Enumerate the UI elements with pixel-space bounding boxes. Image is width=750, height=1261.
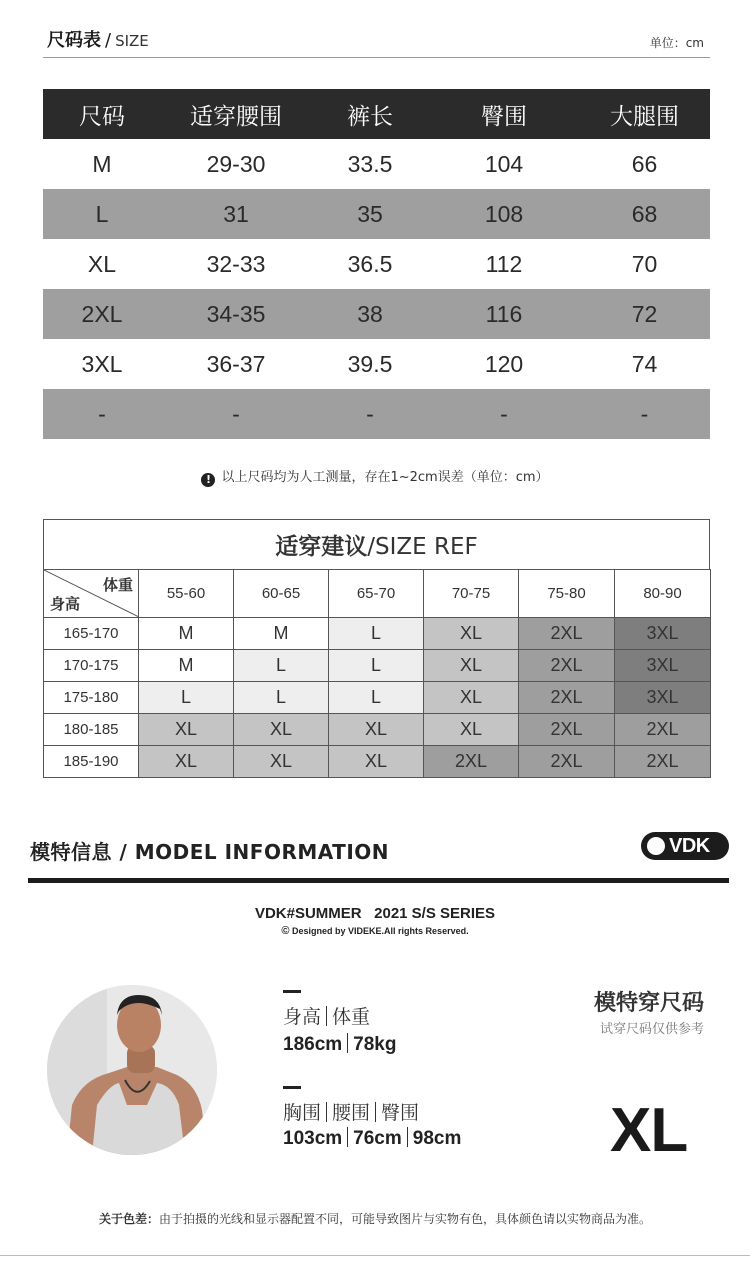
ref-cell: 2XL <box>519 682 615 714</box>
divider-bar <box>407 1127 408 1147</box>
table-row <box>44 746 711 778</box>
height-label: 170-175 <box>44 650 139 682</box>
copyright-text: Designed by VIDEKE.All rights Reserved. <box>292 926 469 936</box>
cell-thigh: 70 <box>631 250 658 277</box>
cell-size: - <box>43 389 161 439</box>
weight-header: 75-80 <box>519 570 615 618</box>
cell-hip: 116 <box>429 289 579 339</box>
cell-thigh: - <box>579 389 710 439</box>
corner-cell <box>44 570 139 618</box>
vdk-logo <box>641 832 729 860</box>
height-value: 186cm <box>283 1034 343 1055</box>
hip-value: 98cm <box>412 1128 462 1149</box>
height-weight-labels <box>283 1002 370 1029</box>
height-label: 165-170 <box>44 618 139 650</box>
divider-bar <box>375 1102 376 1122</box>
ref-cell: 2XL <box>615 746 711 778</box>
size-chart-title <box>47 26 149 52</box>
measure-values <box>283 1127 461 1150</box>
ref-cell: XL <box>234 714 329 746</box>
table-row <box>43 189 710 239</box>
color-difference-text: 由于拍摄的光线和显示器配置不同，可能导致图片与实物有色，具体颜色请以实物商品为准。 <box>159 1212 652 1226</box>
weight-label-text: 体重 <box>332 1006 371 1028</box>
cell-hip: 108 <box>429 189 579 239</box>
model-info-title: 模特信息 / MODEL INFORMATION <box>30 840 390 864</box>
model-illustration <box>47 985 217 1155</box>
stat-dash-1 <box>283 990 301 993</box>
ref-cell: M <box>139 650 234 682</box>
size-chart-title-en: SIZE <box>115 32 149 50</box>
ref-cell: 2XL <box>424 746 519 778</box>
table-row <box>43 339 710 389</box>
cell-thigh: 74 <box>631 350 658 377</box>
exclamation-icon: ! <box>201 473 215 487</box>
cell-length: 35 <box>311 189 429 239</box>
size-chart-title-cn: 尺码表 <box>47 30 101 51</box>
divider-bar <box>326 1006 327 1026</box>
divider-bar <box>347 1127 348 1147</box>
cell-length: 38 <box>311 289 429 339</box>
cell-size: XL <box>87 250 117 277</box>
color-difference-note <box>0 1210 750 1227</box>
cell-hip: - <box>429 389 579 439</box>
size-ref-title <box>43 519 710 570</box>
header-thigh: 大腿围 <box>579 89 710 139</box>
cell-size: M <box>92 150 112 177</box>
ref-cell: 3XL <box>615 682 711 714</box>
cell-thigh: 66 <box>631 150 658 177</box>
height-label: 175-180 <box>44 682 139 714</box>
ref-cell: 2XL <box>519 650 615 682</box>
weight-value: 78kg <box>353 1034 397 1055</box>
table-row <box>44 682 711 714</box>
weight-header: 70-75 <box>424 570 519 618</box>
height-weight-values <box>283 1033 396 1056</box>
cell-waist: 32-33 <box>206 250 266 277</box>
table-row <box>44 650 711 682</box>
ref-cell: 2XL <box>519 618 615 650</box>
cell-hip: 104 <box>484 150 524 177</box>
ref-cell: 2XL <box>519 714 615 746</box>
measure-labels <box>283 1098 419 1125</box>
ref-cell: M <box>139 618 234 650</box>
measurement-note-text: 以上尺码均为人工测量，存在1~2cm误差（单位：cm） <box>221 470 549 485</box>
weight-header: 80-90 <box>615 570 711 618</box>
model-wear-size-title: 模特穿尺码 <box>593 991 704 1016</box>
divider-bar <box>347 1033 348 1053</box>
weight-header: 65-70 <box>329 570 424 618</box>
unit-label: 单位：cm <box>649 36 704 50</box>
copyright-line <box>0 925 750 937</box>
size-chart-table <box>43 89 710 439</box>
hip-label: 臀围 <box>381 1102 420 1124</box>
cell-hip: 112 <box>485 250 523 277</box>
ref-cell: XL <box>424 618 519 650</box>
weight-header: 55-60 <box>139 570 234 618</box>
stat-dash-2 <box>283 1086 301 1089</box>
ref-cell: XL <box>139 746 234 778</box>
ref-cell: L <box>139 682 234 714</box>
waist-label: 腰围 <box>332 1102 371 1124</box>
ref-cell: L <box>329 618 424 650</box>
table-row <box>43 389 710 439</box>
ref-cell: M <box>234 618 329 650</box>
bottom-divider <box>0 1255 750 1256</box>
divider-bar <box>326 1102 327 1122</box>
title-separator: / <box>105 30 112 51</box>
waist-value: 76cm <box>353 1128 402 1149</box>
cell-length: 36.5 <box>347 250 393 277</box>
cell-thigh: 68 <box>579 189 710 239</box>
ref-cell: 2XL <box>615 714 711 746</box>
series-label: VDK#SUMMER 2021 S/S SERIES <box>254 905 496 922</box>
height-label-text: 身高 <box>283 1006 322 1028</box>
header-waist: 适穿腰围 <box>161 89 311 139</box>
header-divider <box>43 57 710 58</box>
cell-thigh: 72 <box>579 289 710 339</box>
cell-length: - <box>311 389 429 439</box>
table-row <box>44 714 711 746</box>
ref-cell: XL <box>424 714 519 746</box>
ref-cell: XL <box>329 714 424 746</box>
header-hip: 臀围 <box>429 89 579 139</box>
logo-circle-icon <box>647 837 665 855</box>
cell-waist: 29-30 <box>206 150 266 177</box>
cell-waist: - <box>161 389 311 439</box>
ref-cell: 3XL <box>615 618 711 650</box>
cell-hip: 120 <box>484 350 524 377</box>
chest-value: 103cm <box>283 1128 343 1149</box>
ref-cell: L <box>234 682 329 714</box>
ref-cell: XL <box>424 682 519 714</box>
ref-cell: L <box>329 682 424 714</box>
cell-length: 39.5 <box>347 350 393 377</box>
size-ref-title-cn: 适穿建议 <box>275 534 368 560</box>
cell-waist: 31 <box>161 189 311 239</box>
cell-size: 2XL <box>43 289 161 339</box>
cell-length: 33.5 <box>347 150 393 177</box>
ref-cell: 2XL <box>519 746 615 778</box>
cell-size: 3XL <box>81 350 123 377</box>
ref-cell: 3XL <box>615 650 711 682</box>
ref-cell: XL <box>424 650 519 682</box>
cell-waist: 36-37 <box>206 350 266 377</box>
copyright-icon: © <box>281 925 290 937</box>
logo-text: VDK <box>669 835 710 857</box>
weight-header: 60-65 <box>234 570 329 618</box>
ref-cell: L <box>234 650 329 682</box>
model-photo <box>47 985 217 1155</box>
ref-cell: XL <box>139 714 234 746</box>
ref-cell: XL <box>234 746 329 778</box>
table-row <box>43 289 710 339</box>
chest-label: 胸围 <box>283 1102 322 1124</box>
ref-cell: L <box>329 650 424 682</box>
ref-cell: XL <box>329 746 424 778</box>
corner-weight-label: 体重 <box>102 577 133 594</box>
height-label: 185-190 <box>44 746 139 778</box>
table-row <box>43 139 710 189</box>
color-difference-label: 关于色差： <box>98 1212 159 1226</box>
table-row <box>43 239 710 289</box>
model-info-divider <box>28 878 729 883</box>
table-row <box>44 618 711 650</box>
size-ref-header-row <box>44 570 711 618</box>
model-wear-size: XL <box>610 1096 688 1165</box>
corner-height-label: 身高 <box>50 596 81 613</box>
cell-waist: 34-35 <box>161 289 311 339</box>
header-length: 裤长 <box>311 89 429 139</box>
cell-size: L <box>43 189 161 239</box>
header-size: 尺码 <box>43 89 161 139</box>
size-chart-header-row <box>43 89 710 139</box>
size-ref-table <box>43 569 711 778</box>
measurement-note <box>0 466 750 487</box>
model-wear-size-subtitle: 试穿尺码仅供参考 <box>599 1022 704 1037</box>
size-ref-title-en: /SIZE REF <box>367 534 478 560</box>
height-label: 180-185 <box>44 714 139 746</box>
